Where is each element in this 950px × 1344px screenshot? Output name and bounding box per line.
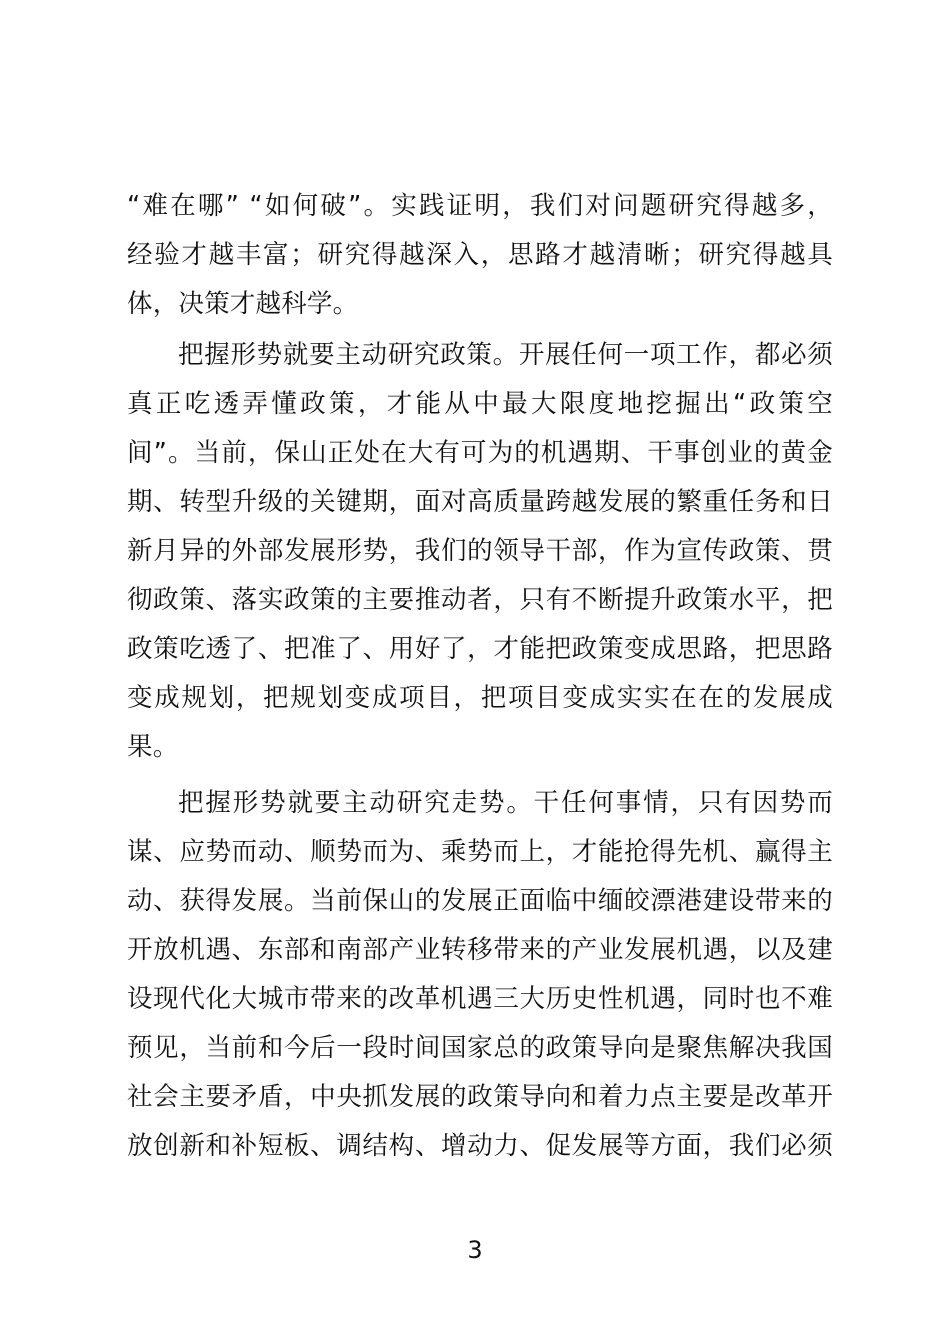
paragraph-line: 彻政策、落实政策的主要推动者，只有不断提升政策水平，把 — [127, 585, 833, 615]
paragraph-line: 设现代化大城市带来的改革机遇三大历史性机遇，同时也不难 — [127, 984, 833, 1014]
paragraph-line: “难在哪” “如何破”。实践证明，我们对问题研究得越多， — [127, 191, 833, 221]
paragraph-line: 社会主要矛盾，中央抓发展的政策导向和着力点主要是改革开 — [127, 1082, 833, 1112]
paragraph-line: 把握形势就要主动研究政策。开展任何一项工作，都必须 — [178, 340, 833, 370]
paragraph-line: 体，决策才越科学。 — [127, 289, 359, 319]
paragraph-line: 谋、应势而动、顺势而为、乘势而上，才能抢得先机、赢得主 — [127, 837, 833, 867]
page-number: 3 — [467, 1236, 483, 1264]
paragraph-line: 间”。当前，保山正处在大有可为的机遇期、干事创业的黄金 — [127, 438, 833, 468]
paragraph-line: 经验才越丰富；研究得越深入，思路才越清晰；研究得越具 — [127, 240, 833, 270]
paragraph-line: 放创新和补短板、调结构、增动力、促发展等方面，我们必须 — [127, 1131, 833, 1161]
paragraph-line: 果。 — [127, 732, 179, 762]
paragraph-line: 把握形势就要主动研究走势。干任何事情，只有因势而 — [178, 788, 833, 818]
paragraph-line: 新月异的外部发展形势，我们的领导干部，作为宣传政策、贯 — [127, 536, 833, 566]
paragraph-line: 开放机遇、东部和南部产业转移带来的产业发展机遇，以及建 — [127, 935, 833, 965]
paragraph-line: 期、转型升级的关键期，面对高质量跨越发展的繁重任务和日 — [127, 487, 833, 517]
paragraph-line: 动、获得发展。当前保山的发展正面临中缅皎漂港建设带来的 — [127, 886, 833, 916]
paragraph-line: 变成规划，把规划变成项目，把项目变成实实在在的发展成 — [127, 683, 833, 713]
paragraph-line: 预见，当前和今后一段时间国家总的政策导向是聚焦解决我国 — [127, 1033, 833, 1063]
paragraph-line: 真正吃透弄懂政策，才能从中最大限度地挖掘出“政策空 — [127, 389, 833, 419]
paragraph-line: 政策吃透了、把准了、用好了，才能把政策变成思路，把思路 — [127, 634, 833, 664]
